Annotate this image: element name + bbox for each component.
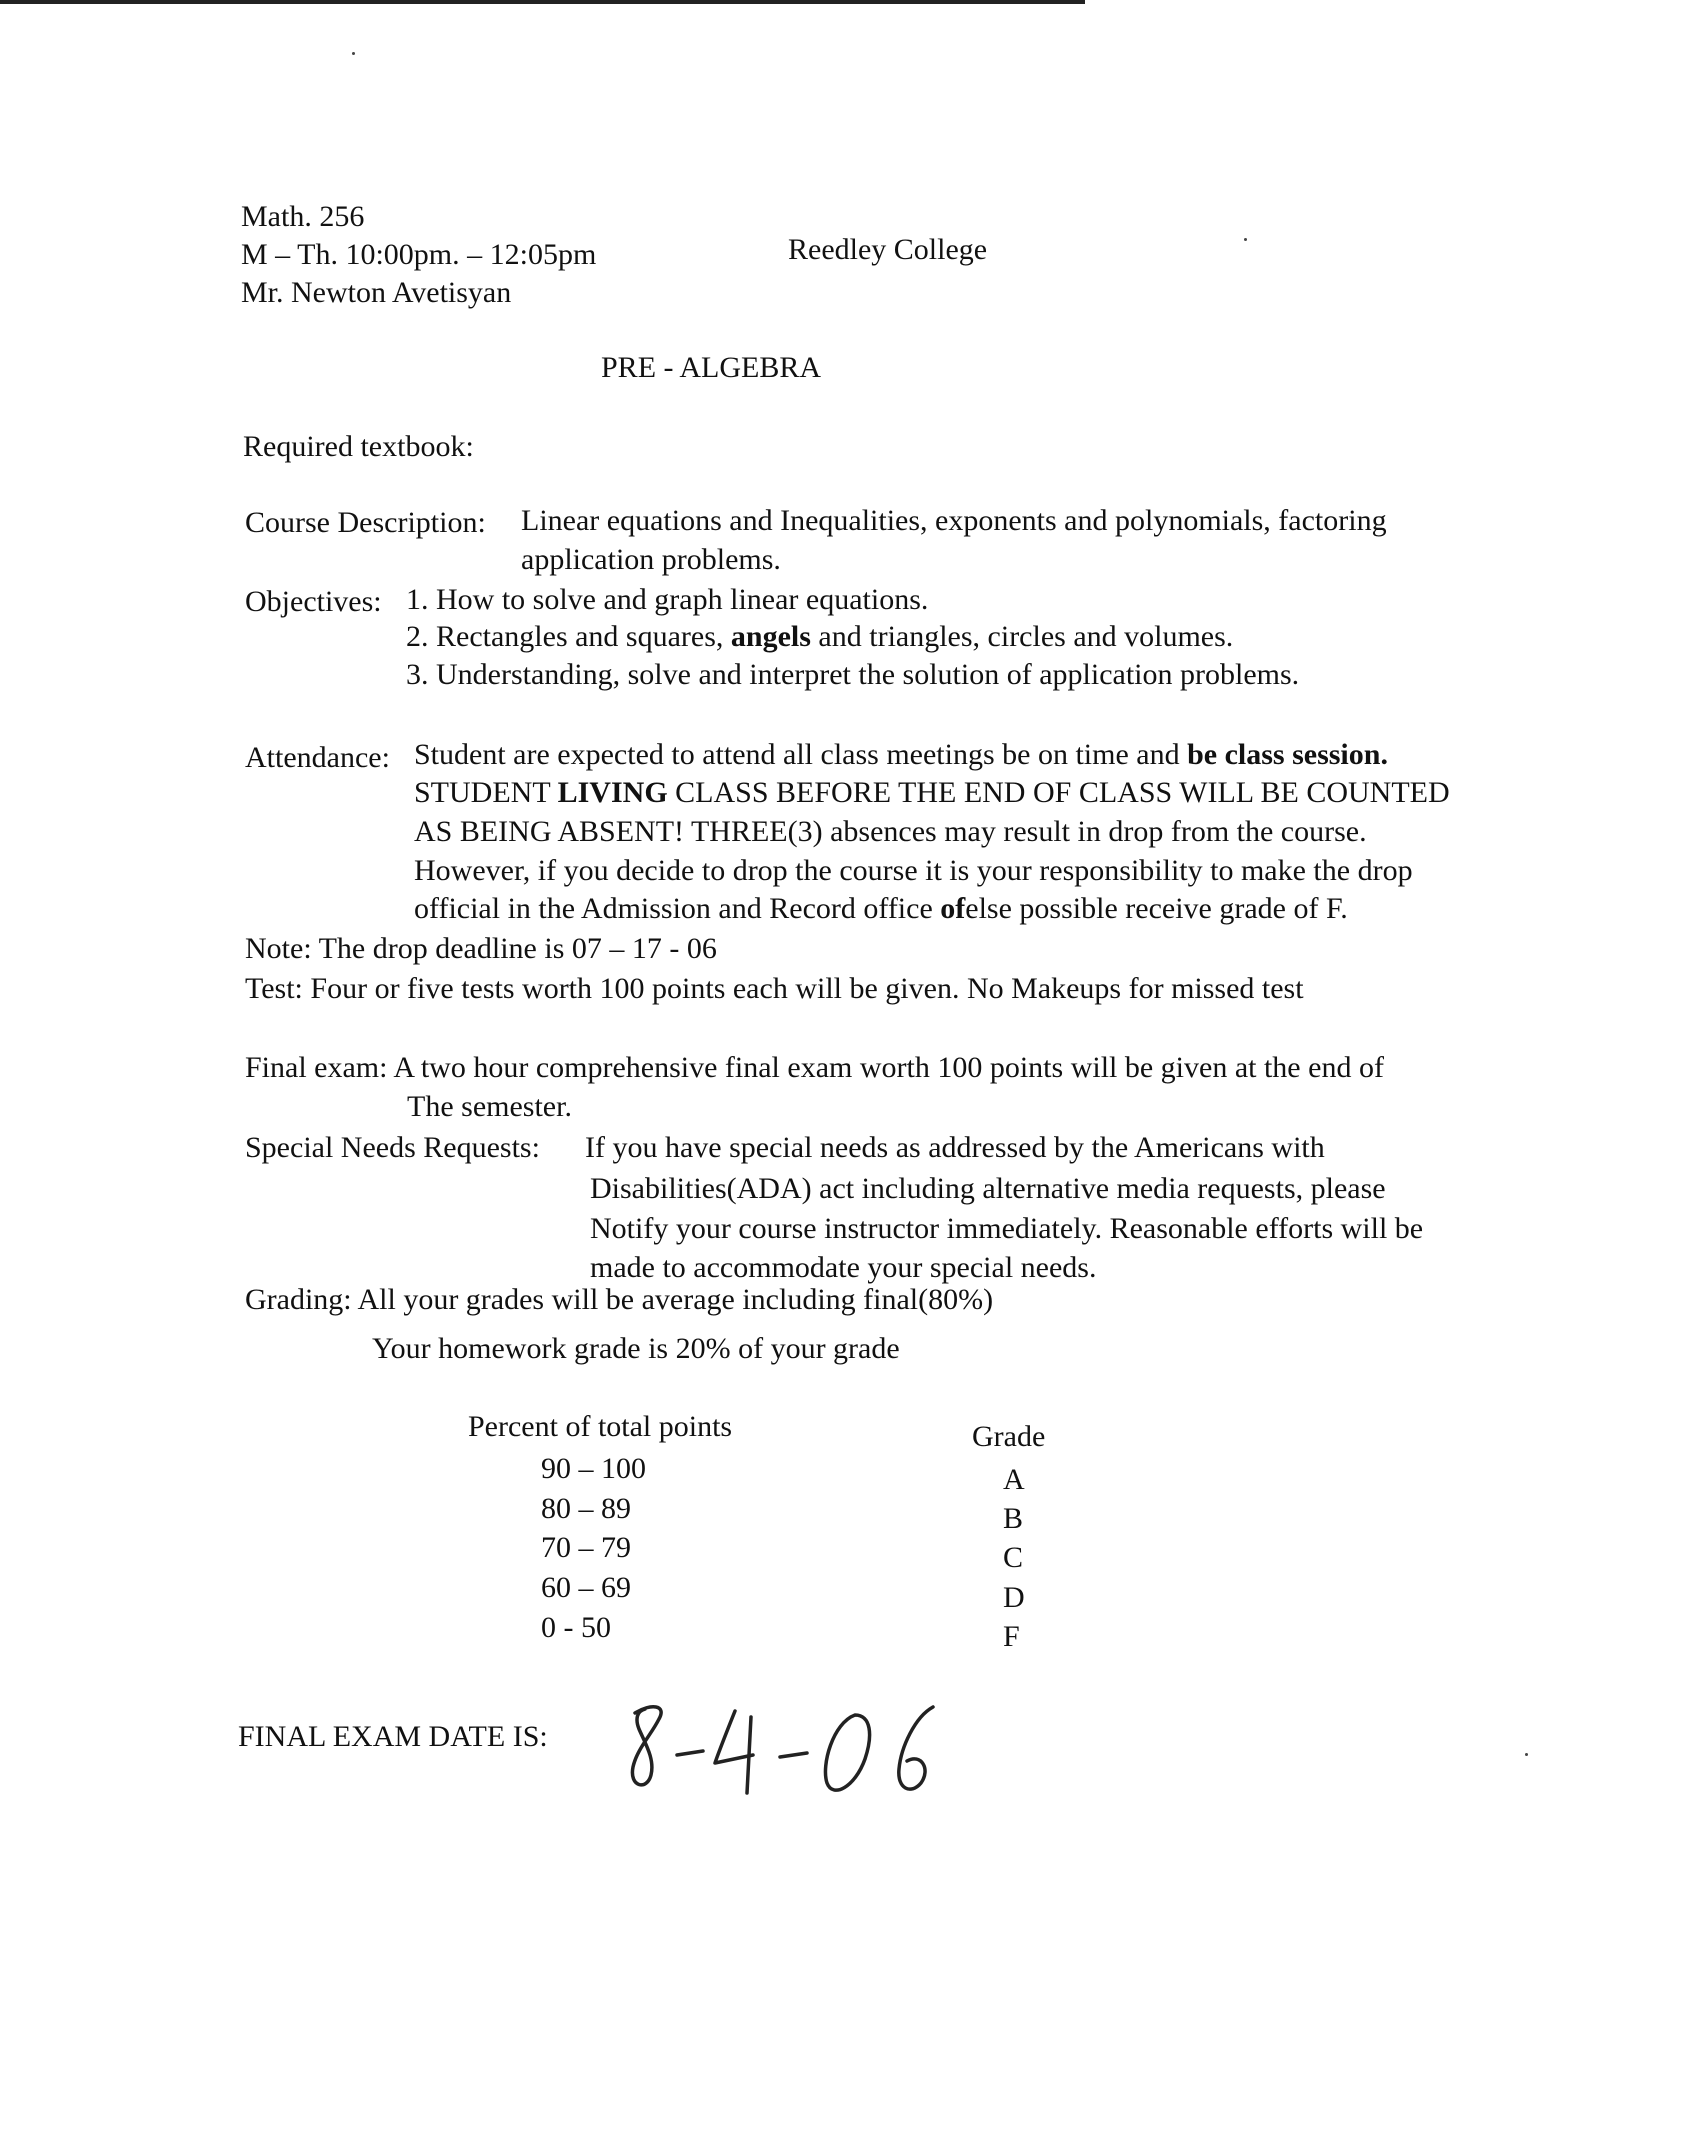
- attendance-bold-text: LIVING: [557, 776, 668, 809]
- page-title: PRE - ALGEBRA: [601, 351, 822, 384]
- objective-text: and triangles, circles and volumes.: [818, 620, 1234, 653]
- class-schedule: M – Th. 10:00pm. – 12:05pm: [241, 238, 597, 271]
- grade-table-percent-header: Percent of total points: [468, 1410, 733, 1443]
- grade-range: 0 - 50: [541, 1611, 611, 1644]
- special-needs-line: Disabilities(ADA) act including alternative media requests, please: [590, 1172, 1386, 1205]
- objective-bold-word: angels: [730, 620, 811, 653]
- grading-policy: Grading: All your grades will be average including final(80%): [245, 1283, 994, 1316]
- attendance-text: Student are expected to attend all class meetings be on time and: [414, 738, 1180, 771]
- objective-item: [406, 622, 1233, 652]
- final-exam-policy: Final exam: A two hour comprehensive final exam worth 100 points will be given at the end of: [245, 1051, 1384, 1084]
- attendance-line: [414, 894, 1348, 924]
- scan-speck: [1244, 238, 1247, 241]
- course-description-label: Course Description:: [245, 506, 486, 539]
- attendance-text: CLASS BEFORE THE END OF CLASS WILL BE COUNTED: [675, 776, 1450, 809]
- grade-table-grade-header: Grade: [972, 1420, 1046, 1453]
- attendance-label: Attendance:: [245, 741, 390, 774]
- scan-top-border: [0, 0, 1085, 4]
- scan-speck: [352, 52, 355, 55]
- grade-letter: F: [1003, 1620, 1020, 1653]
- final-exam-policy: The semester.: [407, 1090, 572, 1123]
- objective-item: 3. Understanding, solve and interpret the solution of application problems.: [406, 658, 1300, 691]
- attendance-text: official in the Admission and Record office: [414, 892, 933, 925]
- attendance-line: [414, 740, 1388, 770]
- handwritten-final-exam-date: [615, 1695, 955, 1815]
- attendance-line: [414, 778, 1450, 808]
- special-needs-line: Notify your course instructor immediately. Reasonable efforts will be: [590, 1212, 1424, 1245]
- objective-text: 2. Rectangles and squares,: [406, 620, 724, 653]
- special-needs-label: Special Needs Requests:: [245, 1131, 540, 1164]
- textbook-label: Required textbook:: [243, 430, 474, 463]
- attendance-line: However, if you decide to drop the course it is your responsibility to make the drop: [414, 854, 1413, 887]
- course-description-line: application problems.: [521, 543, 781, 576]
- grade-range: 90 – 100: [541, 1452, 646, 1485]
- special-needs-line: If you have special needs as addressed by the Americans with: [585, 1131, 1325, 1164]
- grade-range: 70 – 79: [541, 1531, 631, 1564]
- homework-policy: Your homework grade is 20% of your grade: [372, 1332, 900, 1365]
- attendance-text: else possible receive grade of F.: [965, 892, 1348, 925]
- drop-deadline-note: Note: The drop deadline is 07 – 17 - 06: [245, 932, 717, 965]
- course-number: Math. 256: [241, 200, 365, 233]
- grade-letter: B: [1003, 1502, 1024, 1535]
- objective-item: 1. How to solve and graph linear equations.: [406, 583, 929, 616]
- scan-speck: [1525, 1753, 1528, 1756]
- instructor-name: Mr. Newton Avetisyan: [241, 276, 512, 309]
- attendance-text: STUDENT: [414, 776, 551, 809]
- grade-letter: A: [1003, 1463, 1025, 1496]
- grade-letter: D: [1003, 1581, 1025, 1614]
- attendance-bold-text: of: [940, 892, 966, 925]
- grade-range: 80 – 89: [541, 1492, 631, 1525]
- objectives-label: Objectives:: [245, 585, 382, 618]
- final-exam-date-label: FINAL EXAM DATE IS:: [238, 1720, 548, 1753]
- attendance-line: AS BEING ABSENT! THREE(3) absences may result in drop from the course.: [414, 815, 1367, 848]
- grade-letter: C: [1003, 1541, 1024, 1574]
- special-needs-line: made to accommodate your special needs.: [590, 1251, 1097, 1284]
- college-name: Reedley College: [788, 233, 988, 266]
- grade-range: 60 – 69: [541, 1571, 631, 1604]
- test-policy: Test: Four or five tests worth 100 points each will be given. No Makeups for missed test: [245, 972, 1304, 1005]
- course-description-line: Linear equations and Inequalities, exponents and polynomials, factoring: [521, 504, 1387, 537]
- attendance-bold-text: be class session.: [1187, 738, 1388, 771]
